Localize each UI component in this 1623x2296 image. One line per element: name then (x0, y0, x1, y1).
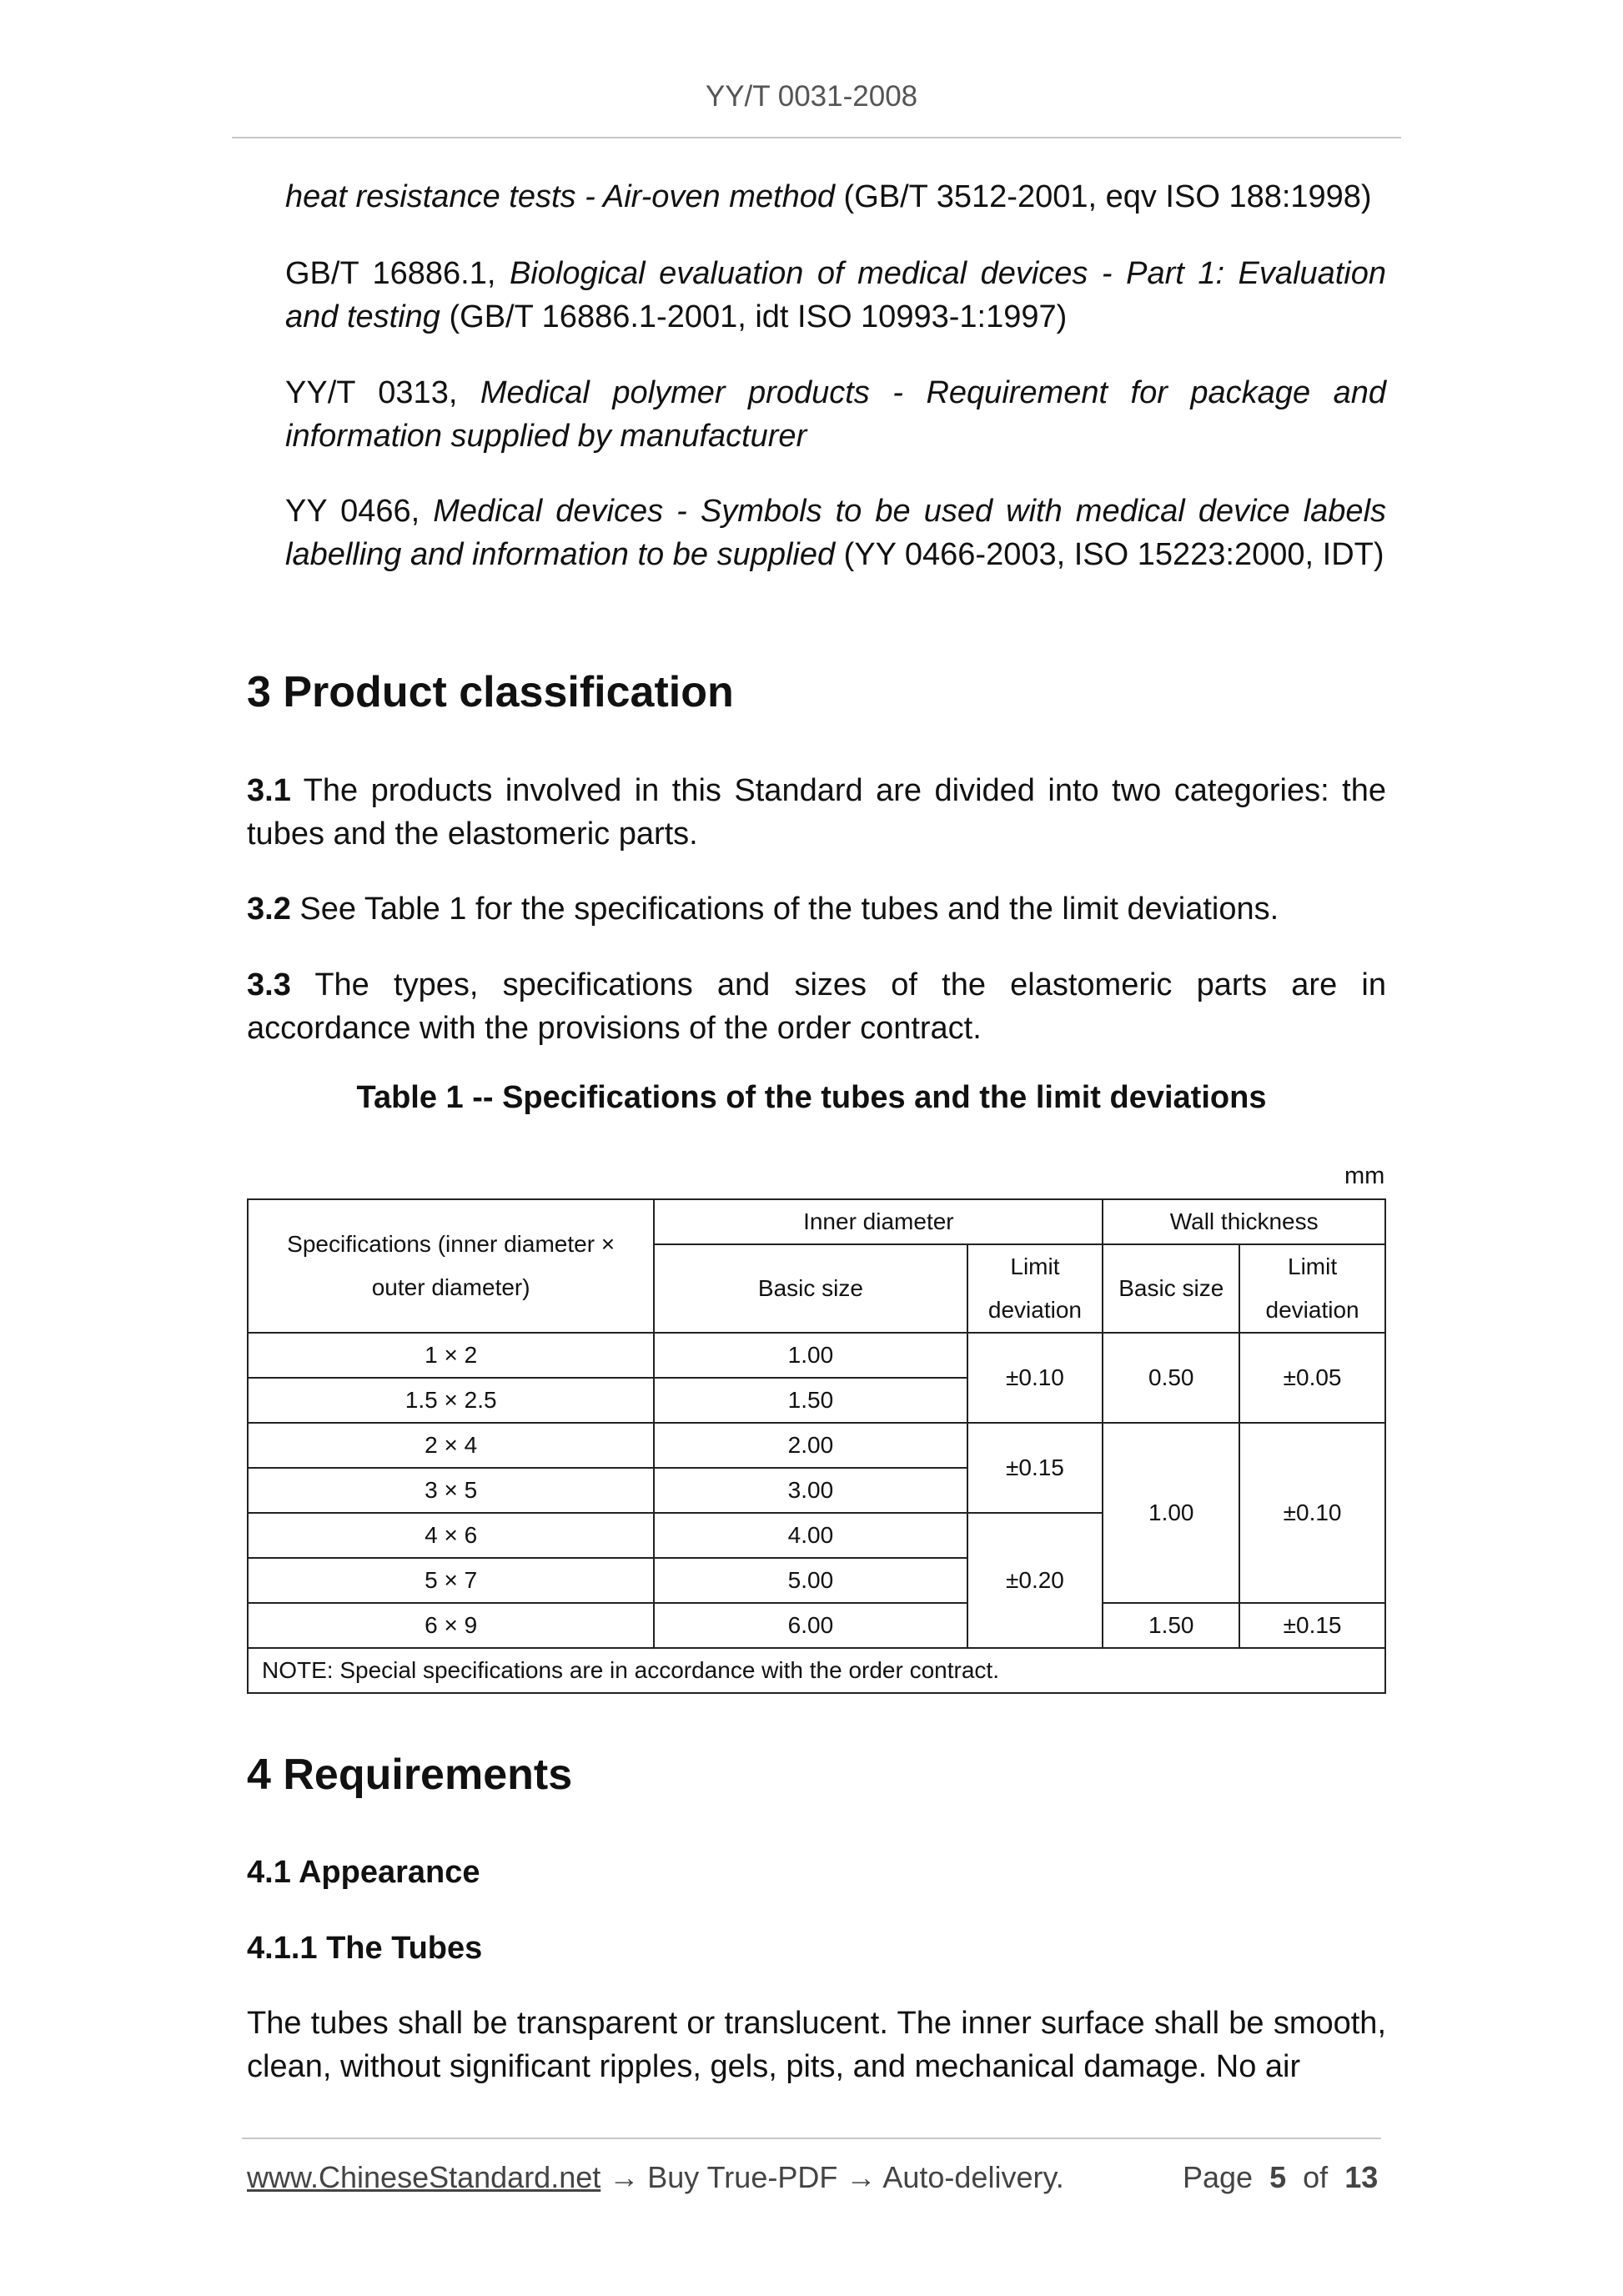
cell-inner-basic: 1.00 (654, 1333, 967, 1378)
reference-r4-rest: (YY 0466-2003, ISO 15223:2000, IDT) (835, 537, 1384, 572)
cell-inner-basic: 4.00 (654, 1513, 967, 1558)
cell-wall-basic: 1.00 (1103, 1423, 1239, 1603)
cell-wall-deviation: ±0.10 (1239, 1423, 1385, 1603)
reference-r3-code: YY/T 0313, (285, 375, 480, 410)
spec-table (247, 1198, 1386, 1694)
footer-link[interactable]: www.ChineseStandard.net (247, 2160, 601, 2194)
footer-page-total: 13 (1344, 2160, 1379, 2194)
table-header-row (248, 1199, 1385, 1244)
footer-page-label: Page (1183, 2160, 1254, 2194)
table-row (248, 1423, 1385, 1468)
table-caption: Table 1 -- Specifications of the tubes and the limit deviations (356, 1080, 1267, 1115)
footer-of-label: of (1303, 2160, 1329, 2194)
cell-spec: 1 × 2 (248, 1333, 654, 1378)
header-inner-basic-size: Basic size (654, 1244, 967, 1333)
header-wall-thickness: Wall thickness (1103, 1199, 1385, 1244)
section-4-1-1-heading: 4.1.1 The Tubes (247, 1931, 483, 1966)
clause-3-2-text: See Table 1 for the specifications of the tubes and the limit deviations. (290, 892, 1279, 927)
footer-buy: Buy True-PDF (647, 2160, 838, 2194)
reference-r1-title: heat resistance tests - Air-oven method (285, 179, 835, 214)
reference-r4-code: YY 0466, (285, 494, 434, 529)
reference-r3 (285, 371, 1386, 458)
reference-r2-rest: (GB/T 16886.1-2001, idt ISO 10993-1:1997) (440, 299, 1068, 334)
header-rule (232, 137, 1401, 138)
cell-inner-basic: 5.00 (654, 1558, 967, 1603)
footer-page (1183, 2160, 1378, 2195)
cell-inner-deviation: ±0.15 (967, 1423, 1103, 1513)
header-specifications: Specifications (inner diameter × outer diameter) (248, 1199, 654, 1333)
footer-arrow-2: → (837, 2160, 883, 2194)
cell-spec: 2 × 4 (248, 1423, 654, 1468)
clause-3-3 (247, 963, 1386, 1050)
section-3-heading: 3 Product classification (247, 668, 734, 716)
cell-wall-deviation: ±0.15 (1239, 1603, 1385, 1648)
header-inner-limit-deviation: Limit deviation (967, 1244, 1103, 1333)
header-wall-limit-deviation: Limit deviation (1239, 1244, 1385, 1333)
table-note-row (248, 1648, 1385, 1693)
cell-wall-basic: 1.50 (1103, 1603, 1239, 1648)
clause-3-3-number: 3.3 (247, 967, 291, 1002)
clause-3-1-number: 3.1 (247, 773, 291, 808)
cell-inner-basic: 6.00 (654, 1603, 967, 1648)
reference-r3-title: Medical polymer products - Requirement for package and information supplied by manufacturer (285, 375, 1386, 454)
header-inner-diameter: Inner diameter (654, 1199, 1103, 1244)
cell-inner-basic: 1.50 (654, 1378, 967, 1423)
cell-inner-basic: 3.00 (654, 1468, 967, 1513)
reference-r2-title: Biological evaluation of medical devices - Part 1: Evaluation and testing (285, 256, 1386, 334)
table-row (248, 1333, 1385, 1378)
footer-page-number: 5 (1269, 2160, 1287, 2194)
reference-r2 (285, 252, 1386, 339)
reference-r2-code: GB/T 16886.1, (285, 256, 510, 291)
footer-arrow-1: → (600, 2160, 648, 2194)
cell-spec: 1.5 × 2.5 (248, 1378, 654, 1423)
reference-r4 (285, 490, 1386, 576)
reference-r4-title: Medical devices - Symbols to be used with medical device labels labelling and information to be supplied (285, 494, 1387, 572)
section-4-1-heading: 4.1 Appearance (247, 1855, 480, 1890)
cell-spec: 6 × 9 (248, 1603, 654, 1648)
paragraph-tubes: The tubes shall be transparent or translucent. The inner surface shall be smooth, clean, without significant ripples, gels, pits, and mechanical damage. No air (247, 2006, 1386, 2084)
cell-inner-basic: 2.00 (654, 1423, 967, 1468)
section-4-heading: 4 Requirements (247, 1751, 573, 1799)
page-header: YY/T 0031-2008 (705, 80, 918, 113)
cell-spec: 5 × 7 (248, 1558, 654, 1603)
clause-3-2 (247, 887, 1386, 931)
reference-r1 (285, 175, 1386, 219)
clause-3-3-text: The types, specifications and sizes of the elastomeric parts are in accordance with the provisions of the order contract. (247, 967, 1386, 1046)
footer-rule (242, 2138, 1381, 2139)
clause-3-1-text: The products involved in this Standard are divided into two categories: the tubes and the elastomeric parts. (247, 773, 1386, 852)
table-unit: mm (1344, 1163, 1385, 1189)
cell-inner-deviation: ±0.10 (967, 1333, 1103, 1423)
header-wall-basic-size: Basic size (1103, 1244, 1239, 1333)
cell-inner-deviation: ±0.20 (967, 1513, 1103, 1648)
clause-3-1 (247, 769, 1386, 856)
cell-spec: 3 × 5 (248, 1468, 654, 1513)
cell-spec: 4 × 6 (248, 1513, 654, 1558)
footer-delivery: Auto-delivery. (882, 2160, 1064, 2194)
cell-wall-basic: 0.50 (1103, 1333, 1239, 1423)
cell-wall-deviation: ±0.05 (1239, 1333, 1385, 1423)
clause-3-2-number: 3.2 (247, 892, 291, 927)
footer-left (247, 2160, 1064, 2195)
table-row (248, 1603, 1385, 1648)
reference-r1-rest: (GB/T 3512-2001, eqv ISO 188:1998) (835, 179, 1372, 214)
table-note: NOTE: Special specifications are in accordance with the order contract. (248, 1648, 1385, 1693)
